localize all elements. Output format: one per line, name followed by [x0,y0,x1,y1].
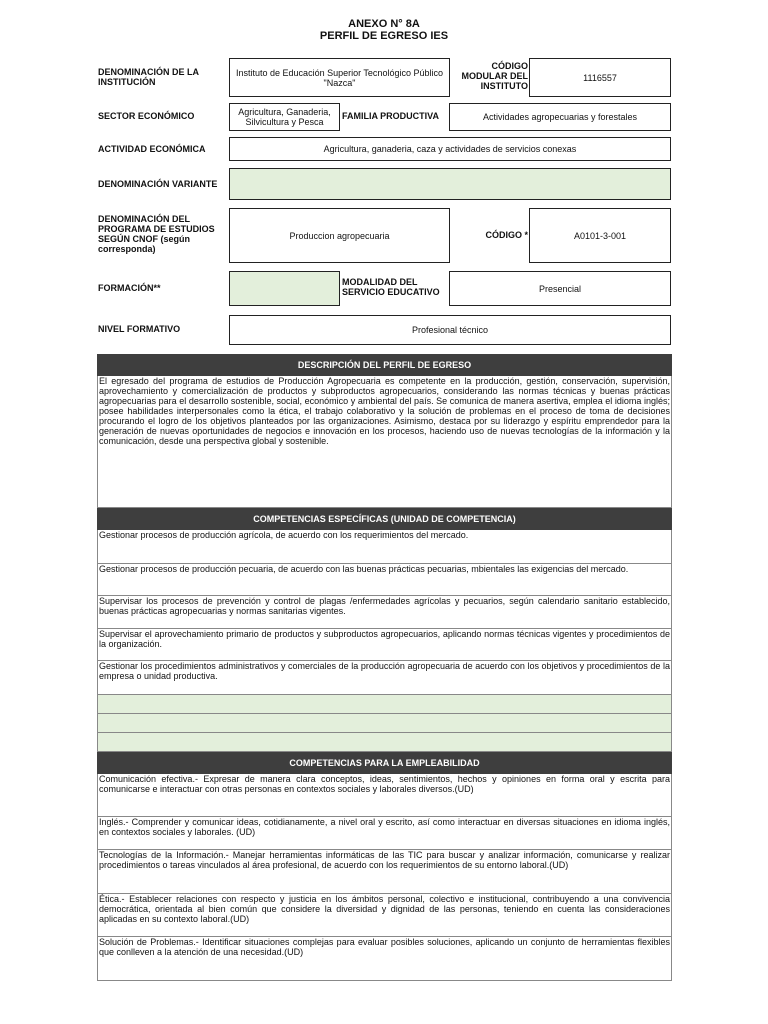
formation-field[interactable] [229,271,340,306]
specific-competency-item: Supervisar los procesos de prevención y control de plagas /enfermedades agrícolas y pecuarios, según calendario sanitario establecido, buenas prácticas agropecuarias y normas sanitarias vigentes. [97,596,672,629]
page-title: PERFIL DE EGRESO IES [319,30,449,42]
employability-item: Comunicación efectiva.- Expresar de manera clara conceptos, ideas, sentimientos, hechos y opiniones en forma oral y escrita para comunicarse e interactuar con otras personas en contextos sociales y laborales diversos.(UD) [97,774,672,817]
institution-label: DENOMINACIÓN DE LA INSTITUCIÓN [98,67,199,87]
program-label: DENOMINACIÓN DEL PROGRAMA DE ESTUDIOS SEGÚN CNOF (según corresponda) [98,214,215,254]
specific-competency-item: Supervisar el aprovechamiento primario de productos y subproductos agropecuarios, aplicando normas técnicas vigentes y procedimientos de la organización. [97,629,672,661]
modality-label: MODALIDAD DEL SERVICIO EDUCATIVO [342,277,440,297]
family-value: Actividades agropecuarias y forestales [482,112,638,122]
employability-item: Inglés.- Comprender y comunicar ideas, cotidianamente, a nivel oral y escrito, así como interactuar en diversas situaciones en idioma inglés, en contextos sociales y laborales. (UD) [97,817,672,850]
institution-value: Instituto de Educación Superior Tecnológico Público "Nazca" [236,67,443,88]
modality-value: Presencial [538,283,582,294]
profile-description: El egresado del programa de estudios de Producción Agropecuaria es competente en la producción, gestión, conservación, supervisión, aprovechamiento y comercialización de productos y subproductos agropecuarios, considerando las normas técnicas y buenas prácticas agropecuarias para el desarrollo sostenible, social, económico y ambiental del país. Se comunica de manera asertiva, emplea el idioma inglés; posee habilidades interpersonales como la ética, el trabajo colaborativo y la solución de problemas en el proceso de toma de decisiones procurando el logro de los objetivos planteados por las organizaciones. Asimismo, destaca por su liderazgo y espíritu emprendedor para la generación de nuevas oportunidades de negocios e innovación en los procesos, haciendo uso de nuevas tecnologías de la información y la comunicación, desde una perspectiva global y sostenible. [97,376,672,508]
employability-item: Solución de Problemas.- Identificar situaciones complejas para evaluar posibles soluciones, aplicando un conjunto de herramientas flexibles que conlleven a la atención de una necesidad.(UD) [97,937,672,981]
sector-label: SECTOR ECONÓMICO [98,111,195,121]
program-value: Produccion agropecuaria [289,230,390,241]
empty-competency-row[interactable] [97,695,672,714]
code-label: CÓDIGO * [485,230,528,240]
modular-code-value: 1116557 [583,72,617,83]
formation-label: FORMACIÓN** [98,283,161,293]
level-label: NIVEL FORMATIVO [98,324,181,334]
variant-label: DENOMINACIÓN VARIANTE [98,179,218,189]
modular-code-field [529,58,671,97]
annex-number: ANEXO N° 8A [348,18,420,30]
specific-competency-item: Gestionar los procedimientos administrativos y comerciales de la producción agropecuaria de acuerdo con los objetivos y procedimientos de la empresa o unidad productiva. [97,661,672,695]
institution-field [229,58,450,97]
specific-competency-item: Gestionar procesos de producción agrícola, de acuerdo con los requerimientos del mercado. [97,530,672,564]
sector-field [229,103,340,131]
level-field [229,315,671,345]
specific-competency-item: Gestionar procesos de producción pecuaria, de acuerdo con las buenas prácticas pecuarias, mbientales las exigencias del mercado. [97,564,672,596]
activity-field [229,137,671,161]
empty-competency-row[interactable] [97,714,672,733]
family-label: FAMILIA PRODUCTIVA [342,111,439,121]
program-field [229,208,450,263]
modular-code-label: CÓDIGO MODULAR DEL INSTITUTO [461,61,528,91]
sector-value: Agricultura, Ganaderia, Silvicultura y Pesca [238,107,331,127]
profile-heading: DESCRIPCIÓN DEL PERFIL DE EGRESO [97,354,672,376]
employability-item: Tecnologías de la Información.- Manejar herramientas informáticas de las TIC para buscar y analizar información, comunicarse y realizar procedimientos o tareas vinculados al área profesional, de acuerdo con los requerimientos de su entorno laboral.(UD) [97,850,672,894]
code-field [529,208,671,263]
family-field [449,103,671,131]
activity-label: ACTIVIDAD ECONÓMICA [98,144,206,154]
employability-heading: COMPETENCIAS PARA LA EMPLEABILIDAD [97,752,672,774]
variant-field[interactable] [229,168,671,200]
activity-value: Agricultura, ganaderia, caza y actividades de servicios conexas [323,144,577,154]
modality-field [449,271,671,306]
employability-item: Ética.- Establecer relaciones con respecto y justicia en los ámbitos personal, colectivo e institucional, contribuyendo a una convivencia democrática, orientada al bien común que considere la diversidad y dignidad de las personas, teniendo en cuenta las consideraciones aplicadas en su contexto laboral.(UD) [97,894,672,937]
code-value: A0101-3-001 [573,230,627,241]
level-value: Profesional técnico [411,325,489,335]
specific-competencies-heading: COMPETENCIAS ESPECÍFICAS (UNIDAD DE COMPETENCIA) [97,508,672,530]
empty-competency-row[interactable] [97,733,672,752]
